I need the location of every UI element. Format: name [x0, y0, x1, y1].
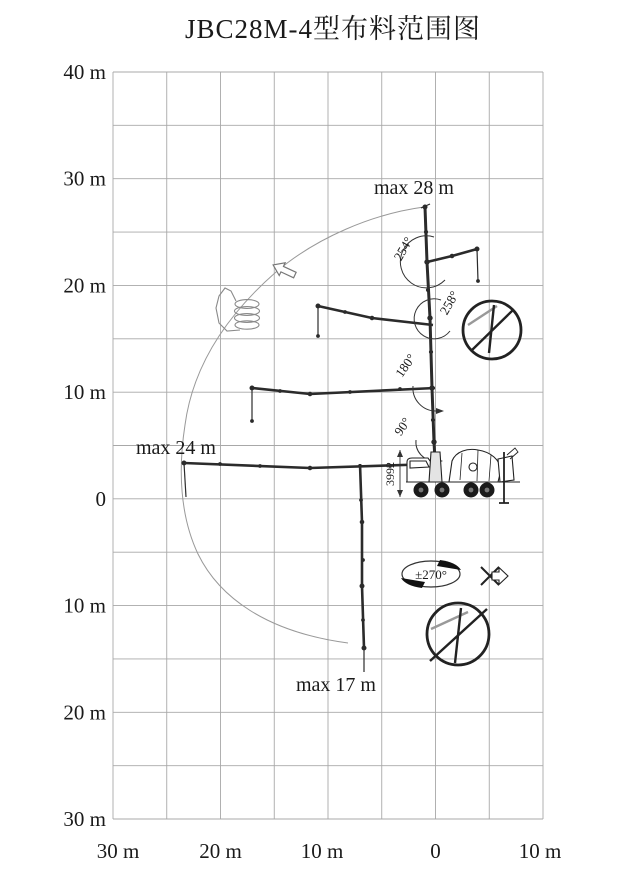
boom-position-max-reach [182, 461, 435, 497]
slew-range-label: ±270° [415, 567, 447, 582]
y-axis-label: 10 m [63, 380, 106, 405]
boom-position-horizontal-10m [250, 386, 435, 422]
boom-position-mid [316, 304, 433, 337]
dimension-label: 3992 [383, 462, 397, 486]
y-axis-label: 0 [95, 486, 106, 511]
boom-pedestal [429, 452, 442, 482]
y-axis-label: 10 m [63, 593, 106, 618]
truck-wheels [414, 483, 495, 498]
working-envelope-arc [181, 207, 424, 643]
x-axis-label: 10 m [518, 839, 562, 863]
angle-label-180: 180° [392, 350, 419, 380]
diagram-title: JBC28M-4型布料范围图 [184, 14, 482, 44]
boom-position-folded-upper [427, 247, 479, 282]
y-axis [63, 60, 106, 831]
y-axis-label: 30 m [63, 166, 106, 191]
mixer-pump-truck [406, 448, 520, 503]
sign-boom-gray [431, 612, 468, 629]
crossed-arrow-icon [481, 567, 508, 585]
angle-label-90: 90° [390, 414, 414, 439]
y-axis-label: 20 m [63, 700, 106, 725]
no-boom-lifting-sign-upper [463, 301, 521, 359]
no-boom-lifting-sign-lower [427, 603, 489, 665]
boom-position-vertical [421, 204, 436, 460]
max-depth-label: max 17 m [296, 674, 376, 696]
max-horizontal-label: max 24 m [136, 437, 216, 459]
x-axis-label: 10 m [300, 839, 344, 863]
angle-label-254: 254° [390, 234, 416, 264]
max-height-label: max 28 m [374, 177, 454, 199]
boom-position-down [360, 464, 366, 672]
mixer-drum [449, 449, 501, 482]
arc-arrowhead [436, 408, 444, 414]
rear-hopper [498, 456, 514, 482]
slew-range-symbol [401, 560, 461, 588]
angle-label-258: 258° [436, 288, 462, 318]
dimension-3992 [383, 450, 403, 497]
x-axis-label: 20 m [199, 839, 242, 863]
y-axis-label: 40 m [63, 60, 106, 84]
x-axis [97, 839, 562, 863]
y-axis-label: 30 m [63, 807, 106, 831]
x-axis-label: 30 m [96, 839, 140, 863]
y-axis-label: 20 m [63, 273, 106, 298]
x-axis-label: 0 [430, 839, 441, 863]
